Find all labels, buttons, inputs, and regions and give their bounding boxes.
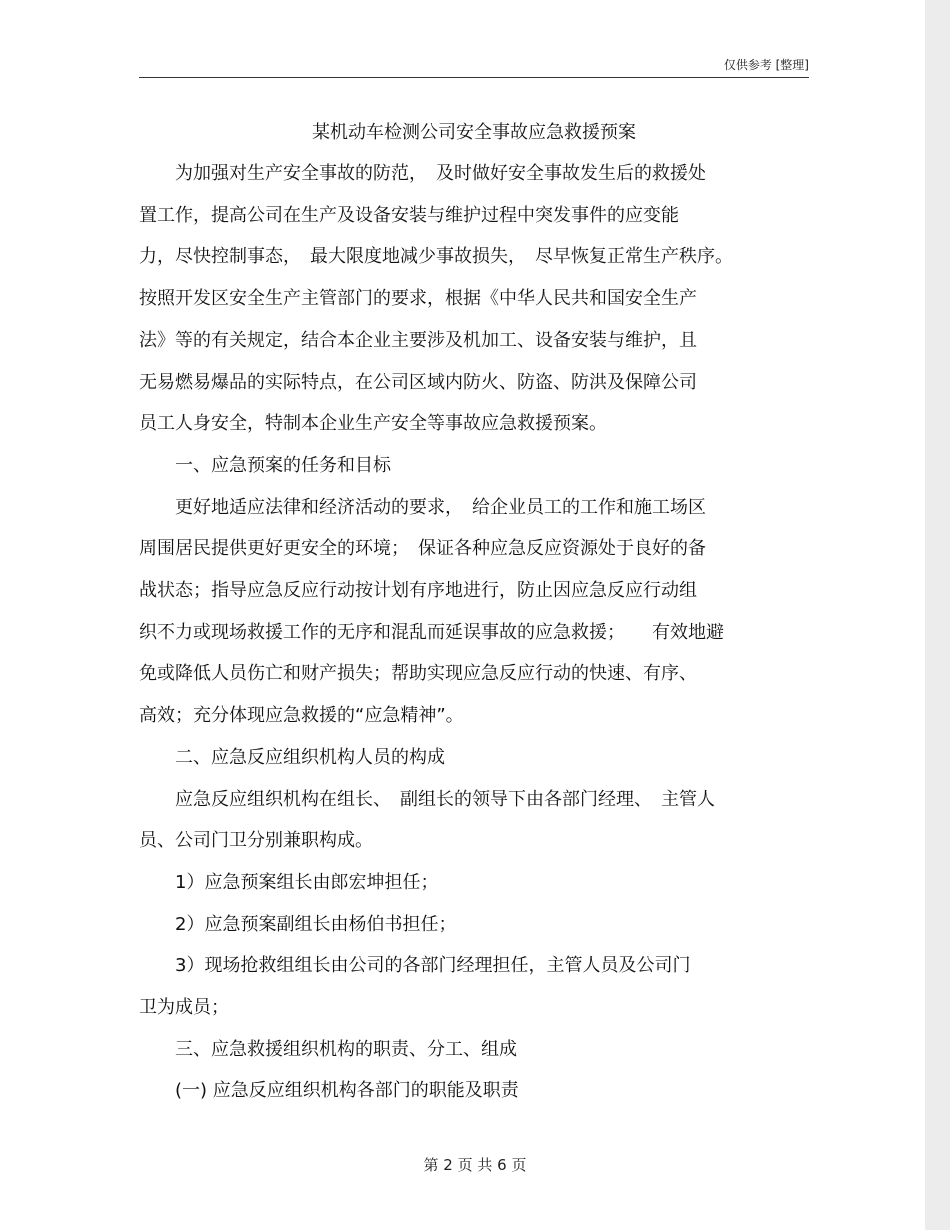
body-line: 免或降低人员伤亡和财产损失；帮助实现应急反应行动的快速、有序、 bbox=[139, 663, 697, 685]
body-line: 按照开发区安全生产主管部门的要求，根据《中华人民共和国安全生产 bbox=[139, 288, 697, 310]
body-line: 员工人身安全，特制本企业生产安全等事故应急救援预案。 bbox=[139, 413, 607, 435]
body-line: 员、公司门卫分别兼职构成。 bbox=[139, 830, 373, 852]
body-line: 置工作，提高公司在生产及设备安装与维护过程中突发事件的应变能 bbox=[139, 204, 679, 226]
body-line: 一、应急预案的任务和目标 bbox=[139, 454, 391, 476]
body-line: 力，尽快控制事态， 最大限度地减少事故损失， 尽早恢复正常生产秩序。 bbox=[139, 246, 733, 268]
page-header bbox=[139, 55, 809, 78]
document-title: 某机动车检测公司安全事故应急救援预案 bbox=[312, 122, 636, 143]
body-line: 更好地适应法律和经济活动的要求， 给企业员工的工作和施工场区 bbox=[139, 496, 706, 518]
body-line: 织不力或现场救援工作的无序和混乱而延误事故的应急救援； 有效地避 bbox=[139, 621, 724, 643]
body-line: 三、应急救援组织机构的职责、分工、组成 bbox=[139, 1038, 517, 1060]
page-footer: 第 2 页 共 6 页 bbox=[423, 1156, 527, 1174]
body-line: 战状态；指导应急反应行动按计划有序地进行，防止因应急反应行动组 bbox=[139, 580, 697, 601]
body-line: 法》等的有关规定，结合本企业主要涉及机加工、设备安装与维护，且 bbox=[139, 329, 697, 351]
body-line: 为加强对生产安全事故的防范， 及时做好安全事故发生后的救援处 bbox=[139, 163, 706, 184]
body-line: 二、应急反应组织机构人员的构成 bbox=[139, 746, 445, 768]
body-line: 应急反应组织机构在组长、 副组长的领导下由各部门经理、 主管人 bbox=[139, 788, 715, 810]
body-line: 卫为成员； bbox=[139, 997, 229, 1018]
body-line: 2）应急预案副组长由杨伯书担任； bbox=[139, 913, 457, 935]
body-line: 无易燃易爆品的实际特点，在公司区域内防火、防盗、防洪及保障公司 bbox=[139, 371, 697, 393]
body-line: 3）现场抢救组组长由公司的各部门经理担任，主管人员及公司门 bbox=[139, 955, 691, 977]
body-line: (一) 应急反应组织机构各部门的职能及职责 bbox=[139, 1080, 519, 1102]
body-line: 1）应急预案组长由郎宏坤担任； bbox=[139, 871, 439, 893]
body-line: 周围居民提供更好更安全的环境； 保证各种应急反应资源处于良好的备 bbox=[139, 538, 706, 560]
body-line: 高效；充分体现应急救援的“应急精神”。 bbox=[139, 705, 464, 727]
header-text: 仅供参考 [整理] bbox=[723, 58, 809, 72]
